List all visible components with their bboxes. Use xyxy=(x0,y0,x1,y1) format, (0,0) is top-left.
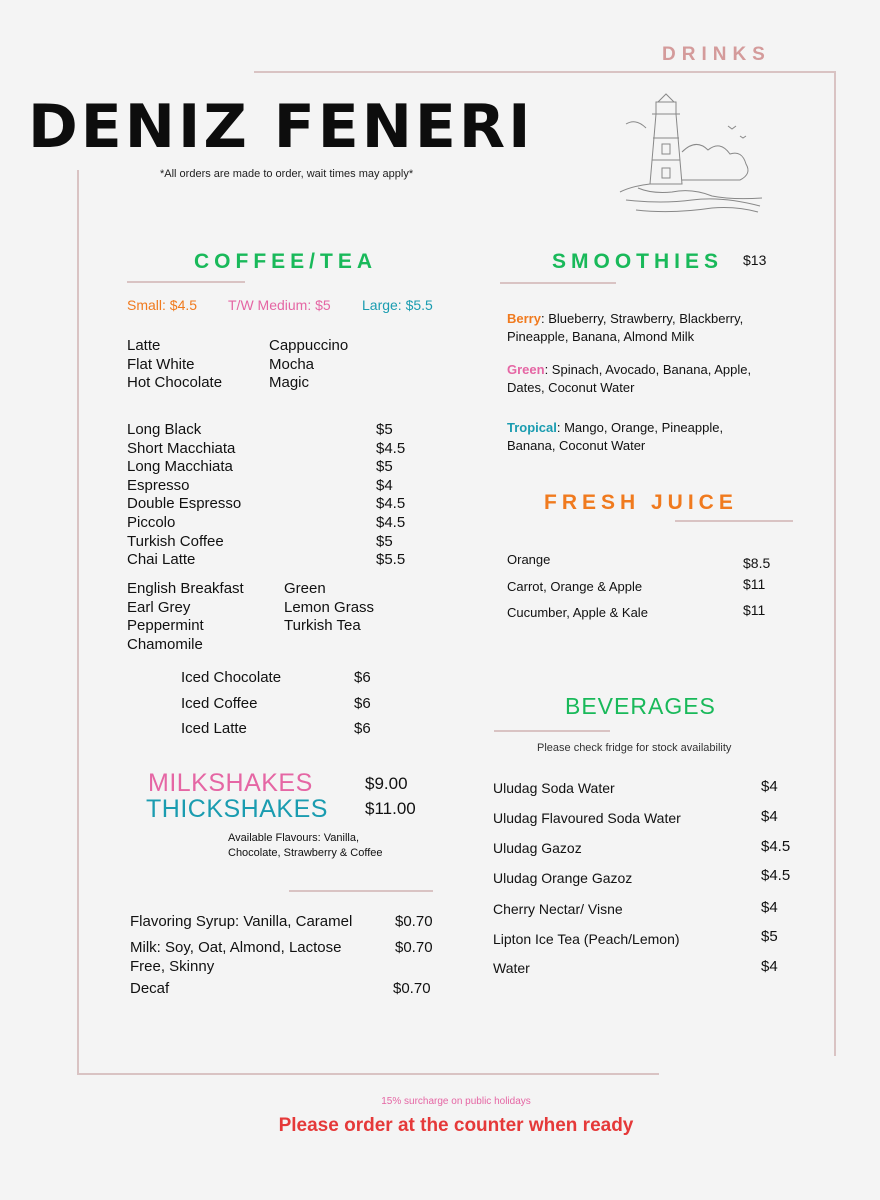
beverage-name: Lipton Ice Tea (Peach/Lemon) xyxy=(493,931,680,947)
smoothie-green-ingredients: Dates, Coconut Water xyxy=(507,379,635,395)
beverage-price: $4 xyxy=(761,899,778,916)
menu-item: Green xyxy=(284,580,326,597)
fresh-juice-title: FRESH JUICE xyxy=(544,491,738,514)
thickshakes-price: $11.00 xyxy=(365,799,416,818)
thickshakes-title: THICKSHAKES xyxy=(146,795,328,823)
lighthouse-illustration xyxy=(612,88,768,228)
menu-item-price: $4.5 xyxy=(376,439,406,457)
menu-item: Flat White xyxy=(127,355,195,373)
extras-rule xyxy=(289,890,433,892)
menu-item: Hot Chocolate xyxy=(127,374,223,392)
beverage-price: $4 xyxy=(761,808,778,825)
smoothies-rule xyxy=(500,282,616,284)
menu-item-price: $4 xyxy=(376,476,393,494)
frame-top-rule xyxy=(254,71,836,73)
milkshakes-price: $9.00 xyxy=(365,774,408,793)
smoothies-price: $13 xyxy=(743,252,767,268)
juice-item-price: $8.5 xyxy=(743,555,771,571)
beverage-name: Uludag Orange Gazoz xyxy=(493,870,633,886)
menu-item-name: Long Black xyxy=(127,421,202,438)
menu-item-price: $4.5 xyxy=(376,495,406,513)
menu-item: Latte xyxy=(127,337,161,354)
menu-item: Cappuccino xyxy=(269,337,349,354)
juice-item-name: Carrot, Orange & Apple xyxy=(507,579,643,594)
beverage-name: Uludag Gazoz xyxy=(493,840,582,856)
coffee-tea-title: COFFEE/TEA xyxy=(194,250,378,273)
frame-bottom-rule xyxy=(77,1073,659,1075)
juice-item-name: Orange xyxy=(507,552,551,567)
menu-item: Chamomile xyxy=(127,635,203,653)
iced-item-price: $6 xyxy=(354,720,371,737)
beverage-price: $4.5 xyxy=(761,867,791,884)
sized-drinks-right xyxy=(269,337,348,393)
extra-decaf-price: $0.70 xyxy=(393,980,431,997)
beverages-note: Please check fridge for stock availability xyxy=(537,742,732,754)
smoothie-berry-ingredients: : Blueberry, Strawberry, Blackberry, xyxy=(540,311,744,326)
order-at-counter-banner: Please order at the counter when ready xyxy=(278,1115,634,1136)
menu-item-price: $4.5 xyxy=(376,513,406,531)
beverage-price: $4 xyxy=(761,778,778,795)
menu-item-price: $5 xyxy=(376,532,393,550)
menu-item-name: Double Espresso xyxy=(127,495,242,513)
menu-item: Lemon Grass xyxy=(284,598,375,616)
menu-item-name: Short Macchiata xyxy=(127,439,236,457)
coffee-title-rule xyxy=(127,281,245,283)
extra-milk-name xyxy=(130,938,341,976)
smoothie-tropical-label: Tropical xyxy=(507,420,557,435)
smoothie-green-label: Green xyxy=(507,362,545,377)
smoothie-berry-label: Berry xyxy=(507,311,541,326)
frame-left-rule xyxy=(77,170,79,1075)
beverage-name: Uludag Flavoured Soda Water xyxy=(493,810,681,826)
surcharge-note: 15% surcharge on public holidays xyxy=(381,1096,531,1107)
drinks-label: DRINKS xyxy=(662,44,771,65)
beverages-title: BEVERAGES xyxy=(565,693,716,719)
extra-milk-line: Milk: Soy, Oat, Almond, Lactose xyxy=(130,939,342,956)
brand-title: DENIZ FENERI xyxy=(28,92,534,162)
juice-item-price: $11 xyxy=(743,602,766,618)
menu-item-name: Espresso xyxy=(127,476,190,494)
shake-flavours-line: Available Flavours: Vanilla, xyxy=(228,832,360,844)
menu-item-name: Chai Latte xyxy=(127,551,196,569)
smoothie-green-ingredients: : Spinach, Avocado, Banana, Apple, xyxy=(544,362,752,377)
iced-item-name: Iced Latte xyxy=(181,720,247,737)
shake-flavours xyxy=(228,831,382,861)
smoothie-tropical-ingredients: : Mango, Orange, Pineapple, xyxy=(556,420,724,435)
menu-item: Magic xyxy=(269,374,310,392)
teas-left xyxy=(127,580,244,654)
fresh-juice-rule xyxy=(675,520,793,522)
smoothie-green xyxy=(507,361,751,396)
menu-item-price: $5 xyxy=(376,421,393,438)
shake-flavours-line: Chocolate, Strawberry & Coffee xyxy=(228,847,383,859)
extra-milk-line: Free, Skinny xyxy=(130,958,215,975)
menu-item: Mocha xyxy=(269,355,315,373)
iced-item-name: Iced Chocolate xyxy=(181,669,282,686)
teas-right xyxy=(284,580,374,636)
priced-coffee-names xyxy=(127,421,241,570)
sized-drinks-left xyxy=(127,337,222,393)
menu-item-name: Piccolo xyxy=(127,513,176,531)
extra-syrup-name: Flavoring Syrup: Vanilla, Caramel xyxy=(130,913,353,930)
menu-item-name: Long Macchiata xyxy=(127,458,233,476)
smoothie-tropical xyxy=(507,419,723,454)
beverages-rule xyxy=(494,730,610,732)
menu-item: Turkish Tea xyxy=(284,617,361,635)
priced-coffee-prices xyxy=(376,421,405,570)
iced-item-price: $6 xyxy=(354,669,371,686)
juice-item-price: $11 xyxy=(743,576,766,592)
order-notice: *All orders are made to order, wait times may apply* xyxy=(160,168,414,180)
size-small: Small: $4.5 xyxy=(127,297,198,313)
extra-milk-price: $0.70 xyxy=(395,939,433,956)
extra-syrup-price: $0.70 xyxy=(395,913,433,930)
milkshakes-title: MILKSHAKES xyxy=(148,769,313,797)
menu-item: Peppermint xyxy=(127,617,204,635)
menu-item: English Breakfast xyxy=(127,580,244,597)
beverage-price: $4.5 xyxy=(761,838,791,855)
beverage-price: $5 xyxy=(761,928,778,945)
menu-item-price: $5.5 xyxy=(376,551,406,569)
beverage-name: Cherry Nectar/ Visne xyxy=(493,901,623,917)
smoothie-berry xyxy=(507,310,743,345)
menu-item-name: Turkish Coffee xyxy=(127,532,224,550)
beverage-price: $4 xyxy=(761,958,778,975)
smoothie-berry-ingredients: Pineapple, Banana, Almond Milk xyxy=(507,328,695,344)
juice-item-name: Cucumber, Apple & Kale xyxy=(507,605,648,620)
iced-item-price: $6 xyxy=(354,695,371,712)
menu-item-price: $5 xyxy=(376,458,393,476)
extra-decaf-name: Decaf xyxy=(130,980,170,997)
beverage-name: Uludag Soda Water xyxy=(493,780,615,796)
smoothie-tropical-ingredients: Banana, Coconut Water xyxy=(507,437,646,453)
size-medium: T/W Medium: $5 xyxy=(228,297,331,313)
frame-right-rule xyxy=(834,71,836,1056)
beverage-name: Water xyxy=(493,960,530,976)
menu-item: Earl Grey xyxy=(127,598,191,616)
iced-item-name: Iced Coffee xyxy=(181,695,258,712)
smoothies-title: SMOOTHIES xyxy=(552,250,724,273)
size-large: Large: $5.5 xyxy=(362,297,433,313)
